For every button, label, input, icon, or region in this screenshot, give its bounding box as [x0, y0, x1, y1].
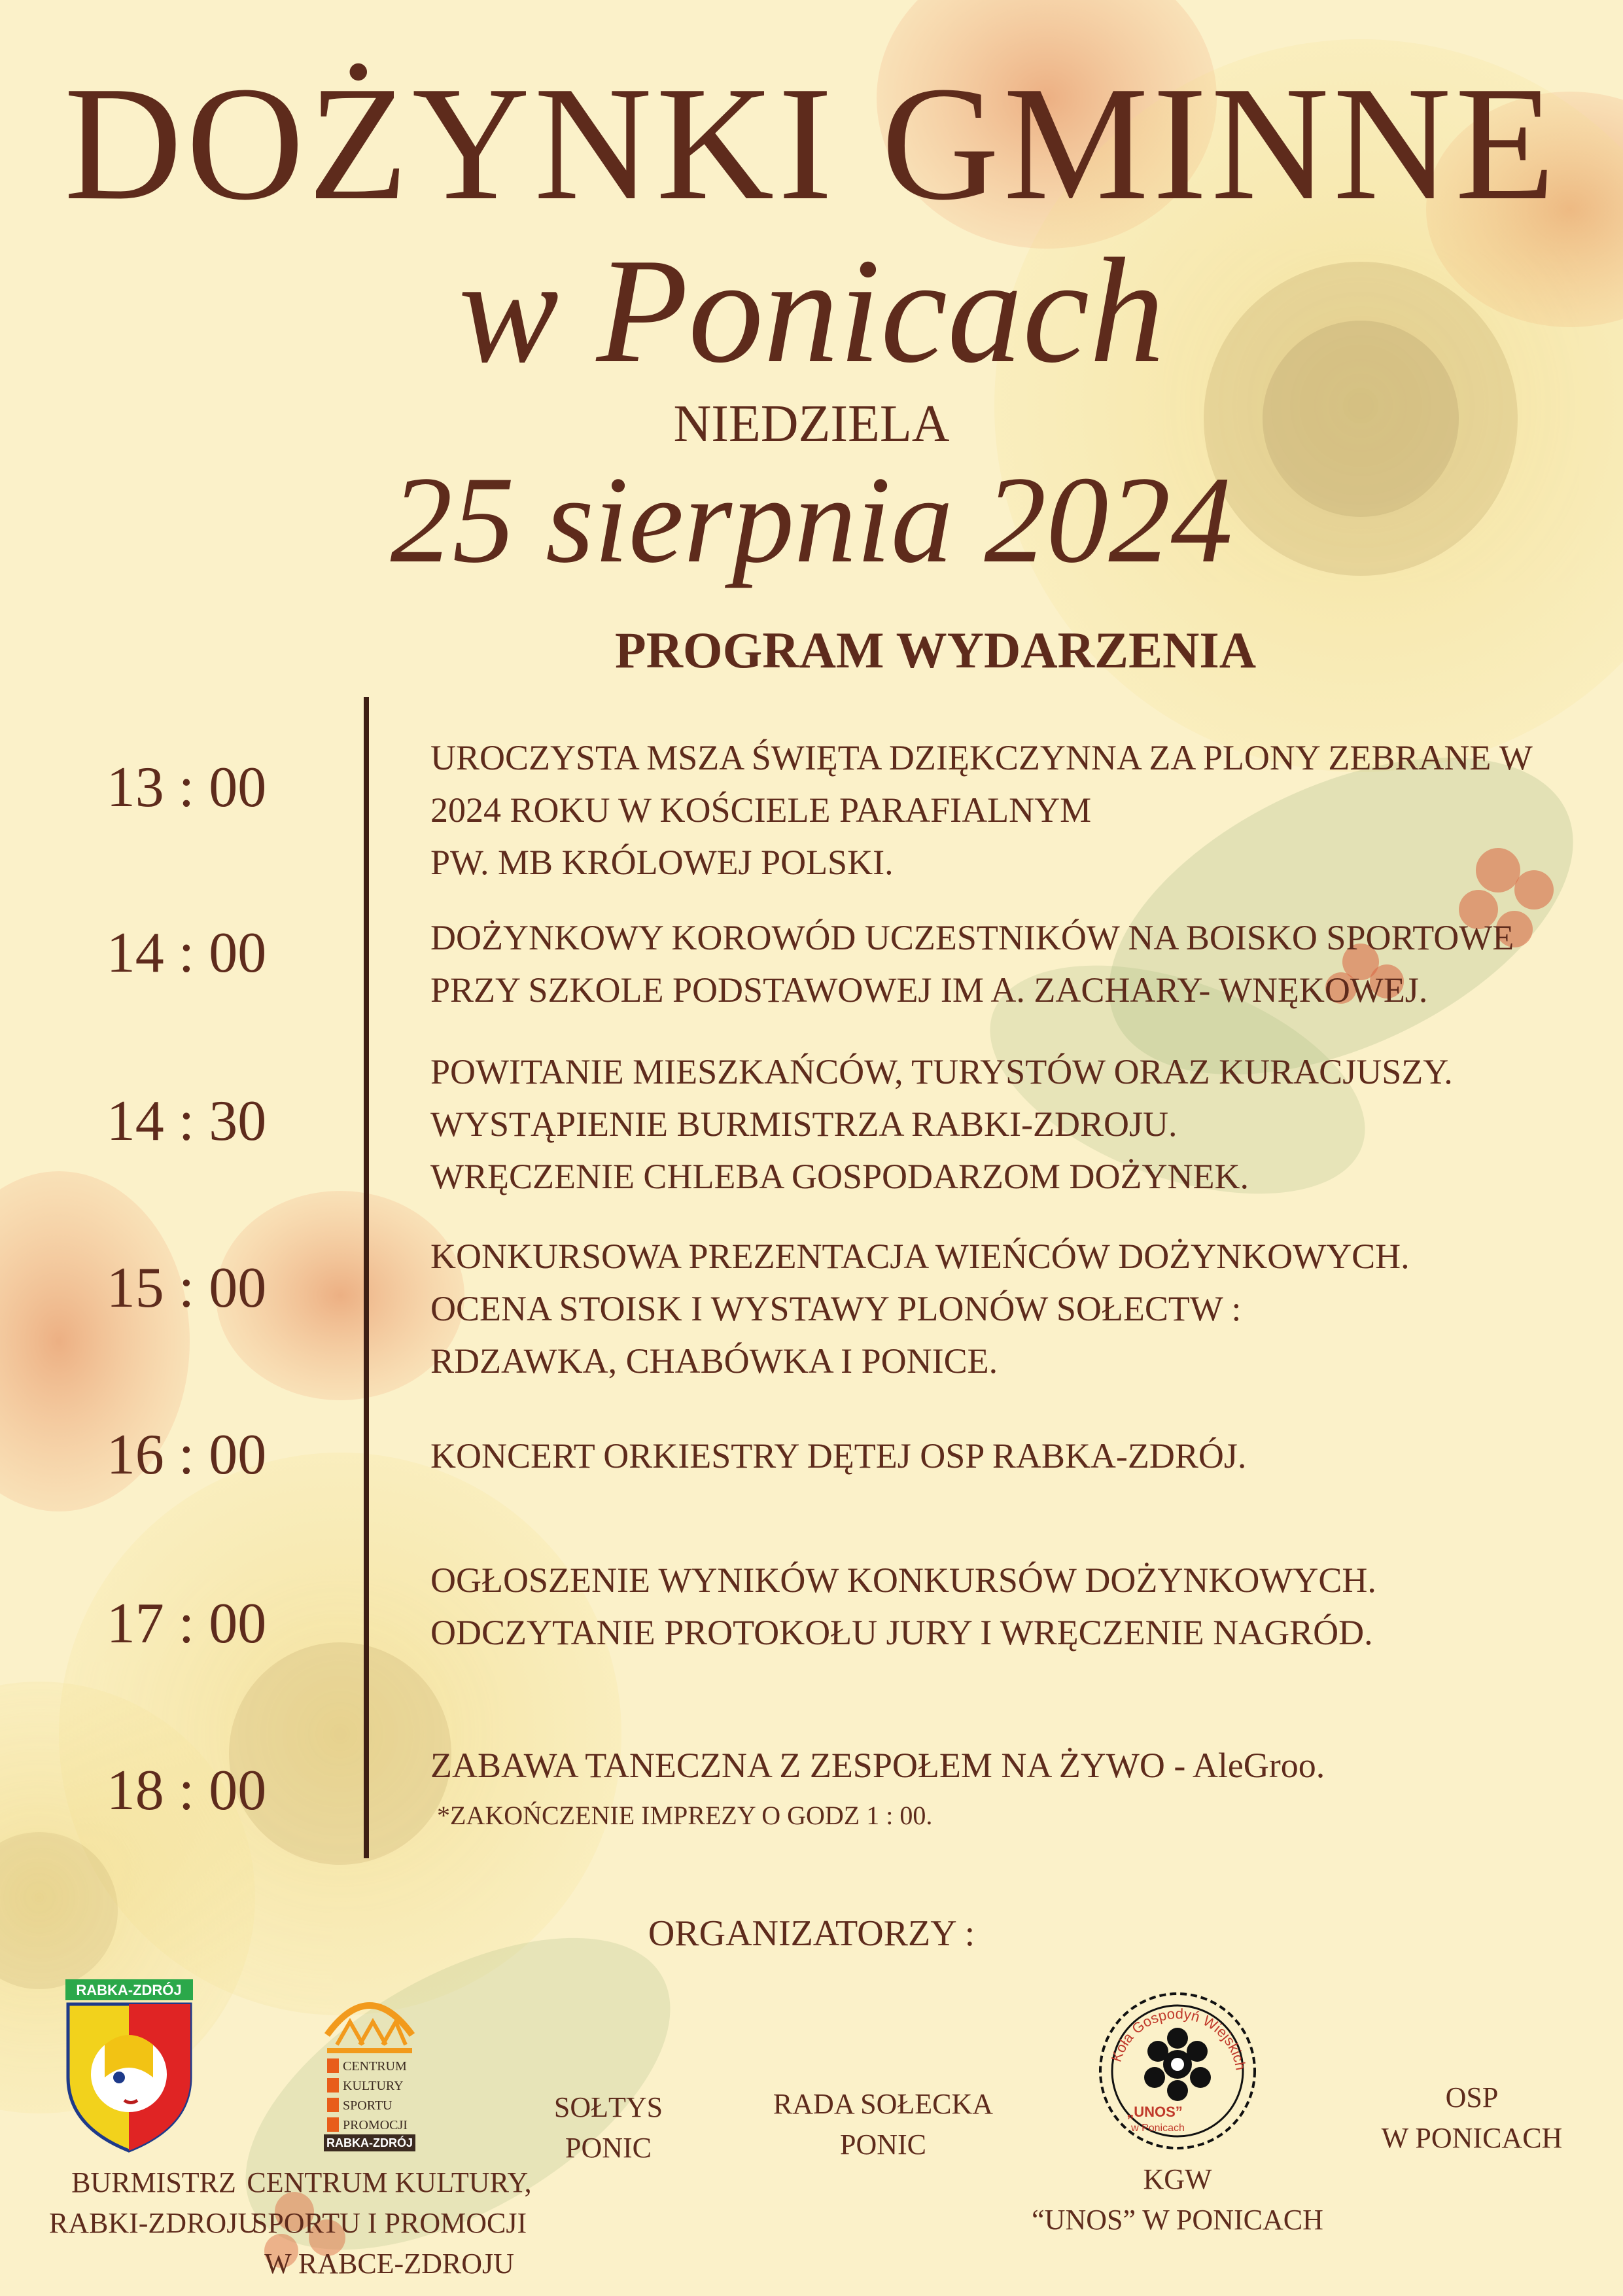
organizer-osp: OSP W PONICACH [1381, 2081, 1563, 2154]
schedule-description: KONKURSOWA PREZENTACJA WIEŃCÓW DOŻYNKOWYCH. OCENA STOISK I WYSTAWY PLONÓW SOŁECTW : RDZAWKA, CHABÓWKA I PONICE. [430, 1237, 1410, 1381]
schedule-description: POWITANIE MIESZKAŃCÓW, TURYSTÓW ORAZ KURACJUSZY. WYSTĄPIENIE BURMISTRZA RABKI-ZDROJU. WRĘCZENIE CHLEBA GOSPODARZOM DOŻYNEK. [430, 1052, 1453, 1196]
svg-text:w Ponicach: w Ponicach [1131, 2123, 1185, 2134]
organizer-ckspp: CENTRUM KULTURY, SPORTU I PROMOCJI W RABCE-ZDROJU [247, 2166, 532, 2280]
event-date: 25 sierpnia 2024 [390, 451, 1233, 589]
organizer-burmistrz: BURMISTRZ RABKI-ZDROJU [48, 2166, 259, 2239]
event-title: DOŻYNKI GMINNE [63, 53, 1560, 234]
kgw-unos-logo-icon [1092, 1986, 1263, 2156]
svg-text:KULTURY: KULTURY [343, 2079, 404, 2093]
svg-text:PROMOCJI: PROMOCJI [343, 2118, 408, 2132]
schedule-time: 18 : 00 [106, 1759, 267, 1822]
schedule-description: DOŻYNKOWY KOROWÓD UCZESTNIKÓW NA BOISKO SPORTOWE PRZY SZKOLE PODSTAWOWEJ IM A. ZACHARY- WNĘKOWEJ. [430, 918, 1514, 1010]
svg-text:CENTRUM: CENTRUM [343, 2059, 407, 2074]
schedule-note: *ZAKOŃCZENIE IMPREZY O GODZ 1 : 00. [437, 1801, 933, 1830]
schedule-time: 16 : 00 [106, 1423, 267, 1487]
event-location: w Ponicach [458, 227, 1165, 394]
schedule-description: KONCERT ORKIESTRY DĘTEJ OSP RABKA-ZDRÓJ. [430, 1436, 1247, 1475]
organizers-title: ORGANIZATORZY : [648, 1913, 975, 1954]
event-day: NIEDZIELA [673, 395, 950, 453]
schedule-description: UROCZYSTA MSZA ŚWIĘTA DZIĘKCZYNNA ZA PLONY ZEBRANE W 2024 ROKU W KOŚCIELE PARAFIALNYM PW. MB KRÓLOWEJ POLSKI. [430, 738, 1533, 882]
schedule-time: 15 : 00 [106, 1256, 267, 1320]
schedule-time: 17 : 00 [106, 1592, 267, 1655]
svg-text:RABKA-ZDRÓJ: RABKA-ZDRÓJ [326, 2136, 413, 2149]
svg-text:RABKA-ZDRÓJ: RABKA-ZDRÓJ [76, 1982, 182, 1998]
schedule-description: OGŁOSZENIE WYNIKÓW KONKURSÓW DOŻYNKOWYCH. ODCZYTANIE PROTOKOŁU JURY I WRĘCZENIE NAGRÓD. [430, 1561, 1376, 1652]
svg-text:„UNOS”: „UNOS” [1126, 2104, 1183, 2120]
svg-text:Koła Gospodyń Wiejskich: Koła Gospodyń Wiejskich [1108, 2005, 1249, 2072]
svg-text:SPORTU: SPORTU [343, 2098, 393, 2113]
organizer-soltys: SOŁTYS PONIC [553, 2091, 663, 2164]
program-title: PROGRAM WYDARZENIA [614, 622, 1257, 679]
organizer-kgw-unos: KGW “UNOS” W PONICACH [1032, 2163, 1323, 2236]
schedule-description: ZABAWA TANECZNA Z ZESPOŁEM NA ŻYWO - AleGroo. [430, 1746, 1325, 1785]
schedule-time: 13 : 00 [106, 756, 267, 819]
organizer-rada-solecka: RADA SOŁECKA PONIC [773, 2088, 994, 2161]
schedule-time: 14 : 30 [106, 1089, 267, 1153]
ckspp-logo-icon [321, 1983, 419, 2153]
timeline-divider [364, 697, 369, 1858]
schedule-time: 14 : 00 [106, 921, 267, 985]
rabka-zdroj-coat-of-arms-icon [65, 1979, 193, 2153]
